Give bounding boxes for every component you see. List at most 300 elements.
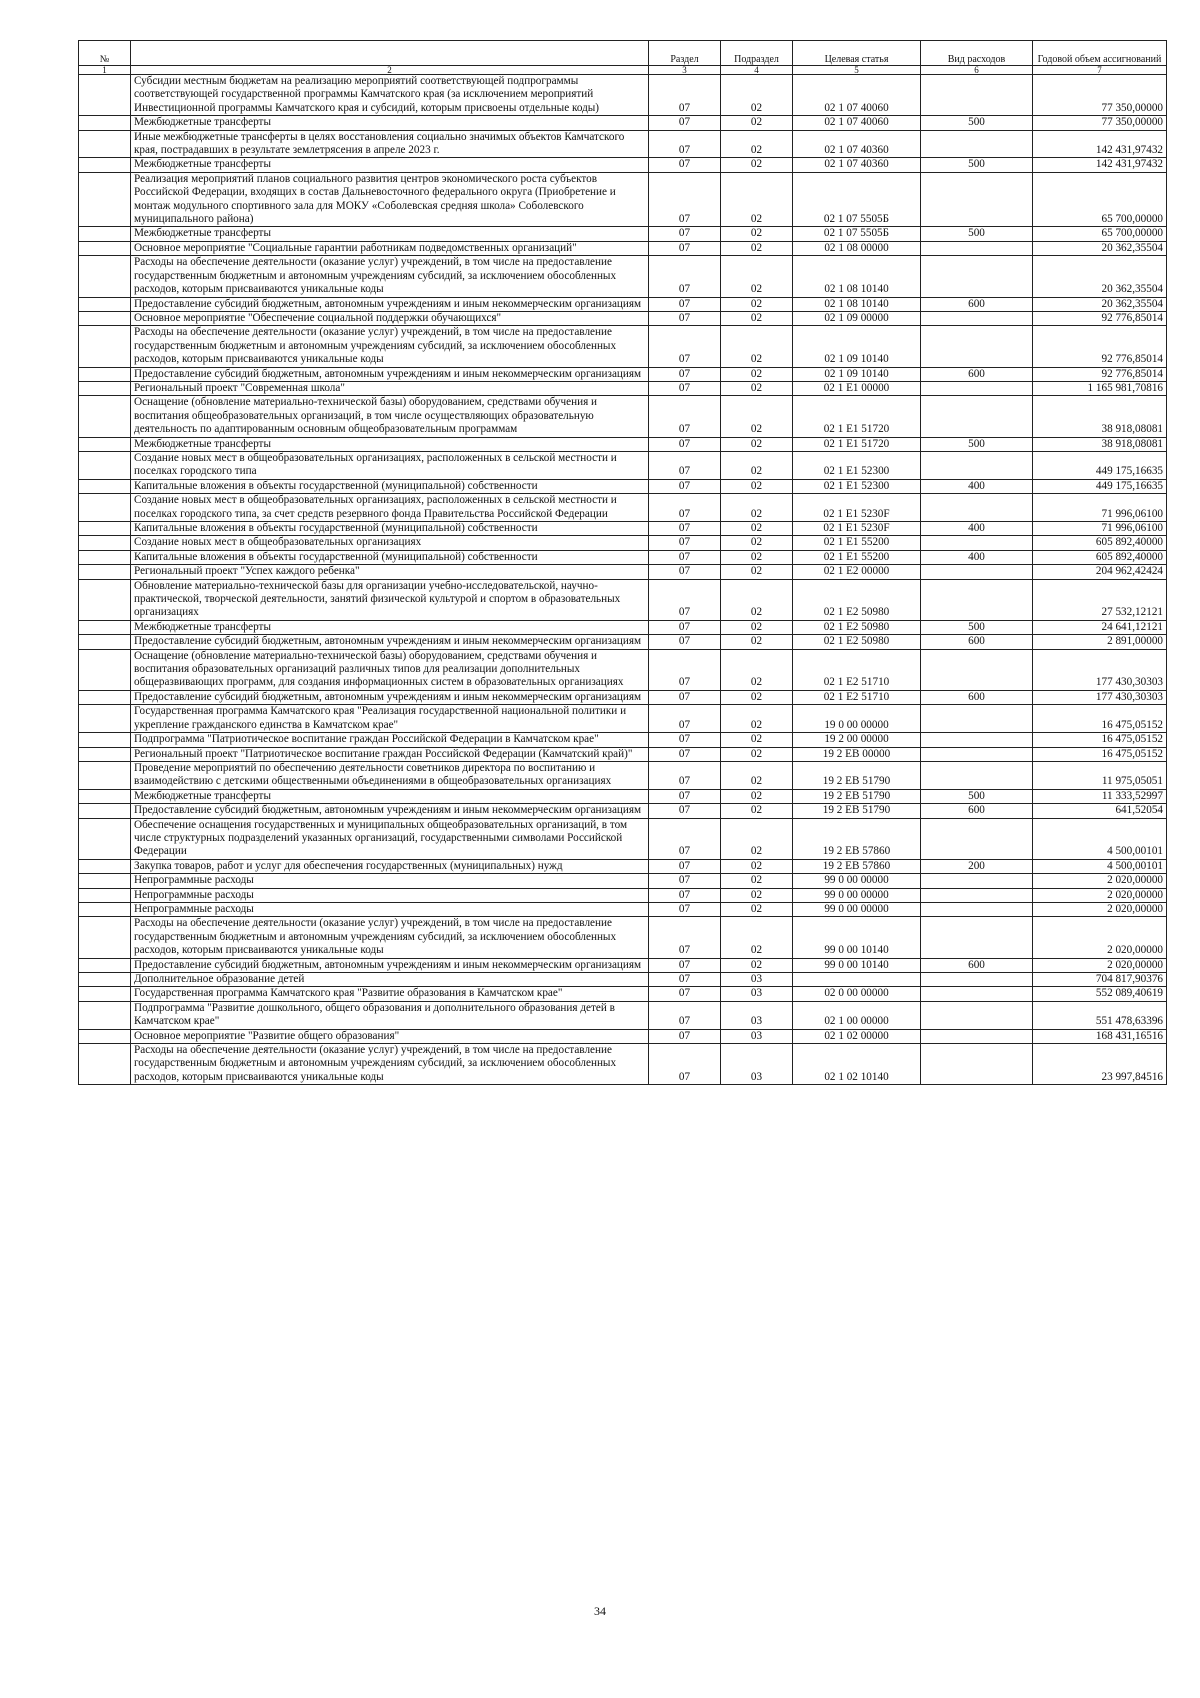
table-row (79, 130, 1167, 158)
row-subsection-cell: 02 (721, 804, 793, 818)
row-subsection-cell: 02 (721, 256, 793, 297)
row-section-cell: 07 (649, 620, 721, 634)
row-section-cell: 07 (649, 158, 721, 172)
row-target-article-cell: 02 1 E1 51720 (793, 437, 921, 451)
row-number-cell (79, 522, 131, 536)
row-expense-type-cell: 600 (921, 635, 1033, 649)
row-number-cell (79, 705, 131, 733)
row-amount-cell: 704 817,90376 (1033, 973, 1167, 987)
row-number-cell (79, 550, 131, 564)
row-amount-cell: 92 776,85014 (1033, 367, 1167, 381)
table-row (79, 649, 1167, 690)
row-subsection-cell: 02 (721, 75, 793, 116)
row-amount-cell: 177 430,30303 (1033, 690, 1167, 704)
row-amount-cell: 2 891,00000 (1033, 635, 1167, 649)
row-target-article-cell: 19 2 EB 51790 (793, 761, 921, 789)
row-subsection-cell: 02 (721, 902, 793, 916)
row-target-article-cell: 02 1 09 10140 (793, 367, 921, 381)
row-amount-cell: 4 500,00101 (1033, 859, 1167, 873)
row-section-cell: 07 (649, 227, 721, 241)
table-row (79, 859, 1167, 873)
row-name-cell: Предоставление субсидий бюджетным, автономным учреждениям и иным некоммерческим организациям (131, 367, 649, 381)
row-amount-cell: 38 918,08081 (1033, 437, 1167, 451)
table-row (79, 874, 1167, 888)
row-subsection-cell: 02 (721, 451, 793, 479)
row-section-cell: 07 (649, 494, 721, 522)
row-name-cell: Непрограммные расходы (131, 874, 649, 888)
row-subsection-cell: 02 (721, 917, 793, 958)
row-subsection-cell: 02 (721, 733, 793, 747)
row-section-cell: 07 (649, 550, 721, 564)
row-amount-cell: 16 475,05152 (1033, 705, 1167, 733)
row-number-cell (79, 804, 131, 818)
row-section-cell: 07 (649, 326, 721, 367)
row-section-cell: 07 (649, 522, 721, 536)
row-amount-cell: 20 362,35504 (1033, 297, 1167, 311)
row-subsection-cell: 02 (721, 241, 793, 255)
row-section-cell: 07 (649, 804, 721, 818)
row-amount-cell: 449 175,16635 (1033, 451, 1167, 479)
row-section-cell: 07 (649, 917, 721, 958)
row-number-cell (79, 973, 131, 987)
row-amount-cell: 65 700,00000 (1033, 227, 1167, 241)
row-target-article-cell: 19 2 EB 57860 (793, 818, 921, 859)
row-target-article-cell: 02 1 E1 5230F (793, 522, 921, 536)
row-expense-type-cell (921, 494, 1033, 522)
row-subsection-cell: 02 (721, 326, 793, 367)
row-target-article-cell: 02 1 08 00000 (793, 241, 921, 255)
row-amount-cell: 92 776,85014 (1033, 326, 1167, 367)
table-row (79, 381, 1167, 395)
header-index-2: 2 (131, 66, 649, 75)
row-section-cell: 07 (649, 958, 721, 972)
row-subsection-cell: 02 (721, 761, 793, 789)
row-expense-type-cell: 600 (921, 367, 1033, 381)
row-subsection-cell: 02 (721, 874, 793, 888)
row-expense-type-cell: 500 (921, 158, 1033, 172)
row-target-article-cell: 02 1 E1 52300 (793, 451, 921, 479)
row-subsection-cell: 02 (721, 130, 793, 158)
table-row (79, 536, 1167, 550)
row-name-cell: Реализация мероприятий планов социального развития центров экономического роста субъектов Российской Федерации, входящих в состав Дальневосточного федерального округа (Приобретение и монтаж модульного спортивного зала для МОКУ «Соболевская средняя школа» Соболевского муниципального района) (131, 172, 649, 227)
row-target-article-cell: 99 0 00 00000 (793, 888, 921, 902)
row-name-cell: Субсидии местным бюджетам на реализацию мероприятий соответствующей подпрограммы соответствующей государственной программы Камчатского края (за исключением мероприятий Инвестиционной программы Камчатского края и субсидий, которым присвоены отдельные коды) (131, 75, 649, 116)
row-name-cell: Иные межбюджетные трансферты в целях восстановления социально значимых объектов Камчатского края, пострадавших в результате землетрясения в апреле 2023 г. (131, 130, 649, 158)
row-number-cell (79, 1001, 131, 1029)
row-number-cell (79, 789, 131, 803)
row-subsection-cell: 02 (721, 635, 793, 649)
row-amount-cell: 2 020,00000 (1033, 874, 1167, 888)
row-number-cell (79, 761, 131, 789)
row-number-cell (79, 381, 131, 395)
row-target-article-cell: 02 1 08 10140 (793, 256, 921, 297)
row-number-cell (79, 241, 131, 255)
row-target-article-cell: 02 1 07 40360 (793, 130, 921, 158)
row-number-cell (79, 536, 131, 550)
row-amount-cell: 23 997,84516 (1033, 1044, 1167, 1085)
budget-table (78, 40, 1167, 1085)
row-number-cell (79, 396, 131, 437)
row-section-cell: 07 (649, 241, 721, 255)
row-subsection-cell: 03 (721, 1044, 793, 1085)
row-target-article-cell: 02 1 E1 00000 (793, 381, 921, 395)
row-number-cell (79, 1044, 131, 1085)
row-target-article-cell: 99 0 00 00000 (793, 874, 921, 888)
header-index-1: 1 (79, 66, 131, 75)
row-target-article-cell: 02 1 E2 51710 (793, 690, 921, 704)
row-expense-type-cell (921, 987, 1033, 1001)
row-number-cell (79, 859, 131, 873)
row-section-cell: 07 (649, 437, 721, 451)
row-name-cell: Региональный проект "Патриотическое воспитание граждан Российской Федерации (Камчатский край)" (131, 747, 649, 761)
row-section-cell: 07 (649, 789, 721, 803)
row-number-cell (79, 158, 131, 172)
row-subsection-cell: 02 (721, 367, 793, 381)
row-name-cell: Расходы на обеспечение деятельности (оказание услуг) учреждений, в том числе на предоставление государственным бюджетным и автономным учреждениям субсидий, за исключением обособленных расходов, которым присваиваются уникальные коды (131, 917, 649, 958)
row-section-cell: 07 (649, 888, 721, 902)
header-section: Раздел (649, 41, 721, 66)
row-number-cell (79, 1029, 131, 1043)
row-number-cell (79, 326, 131, 367)
row-section-cell: 07 (649, 536, 721, 550)
row-subsection-cell: 02 (721, 958, 793, 972)
row-amount-cell: 2 020,00000 (1033, 958, 1167, 972)
row-expense-type-cell (921, 733, 1033, 747)
row-subsection-cell: 02 (721, 818, 793, 859)
row-amount-cell: 2 020,00000 (1033, 888, 1167, 902)
row-subsection-cell: 03 (721, 987, 793, 1001)
row-name-cell: Оснащение (обновление материально-технической базы) оборудованием, средствами обучения и воспитания общеобразовательных организаций, в том числе осуществляющих образовательную деятельность по адаптированным основным общеобразовательным программам (131, 396, 649, 437)
row-subsection-cell: 02 (721, 579, 793, 620)
row-amount-cell: 552 089,40619 (1033, 987, 1167, 1001)
table-row (79, 635, 1167, 649)
row-amount-cell: 11 333,52997 (1033, 789, 1167, 803)
row-number-cell (79, 747, 131, 761)
row-section-cell: 07 (649, 902, 721, 916)
row-expense-type-cell (921, 1029, 1033, 1043)
row-number-cell (79, 818, 131, 859)
row-section-cell: 07 (649, 705, 721, 733)
row-amount-cell: 605 892,40000 (1033, 550, 1167, 564)
row-name-cell: Основное мероприятие "Развитие общего образования" (131, 1029, 649, 1043)
row-name-cell: Непрограммные расходы (131, 902, 649, 916)
row-amount-cell: 177 430,30303 (1033, 649, 1167, 690)
header-index-6: 6 (921, 66, 1033, 75)
row-target-article-cell: 19 2 EB 51790 (793, 804, 921, 818)
row-target-article-cell: 02 1 07 5505Б (793, 227, 921, 241)
row-number-cell (79, 116, 131, 130)
row-amount-cell: 605 892,40000 (1033, 536, 1167, 550)
row-expense-type-cell: 400 (921, 522, 1033, 536)
row-name-cell: Межбюджетные трансферты (131, 158, 649, 172)
row-number-cell (79, 902, 131, 916)
table-row (79, 747, 1167, 761)
table-row (79, 1029, 1167, 1043)
row-name-cell: Проведение мероприятий по обеспечению деятельности советников директора по воспитанию и взаимодействию с детскими общественными объединениями в общеобразовательных организациях (131, 761, 649, 789)
table-row (79, 550, 1167, 564)
row-target-article-cell: 02 1 E2 00000 (793, 565, 921, 579)
row-target-article-cell: 02 1 E1 51720 (793, 396, 921, 437)
table-row (79, 958, 1167, 972)
row-number-cell (79, 75, 131, 116)
row-section-cell: 07 (649, 75, 721, 116)
row-number-cell (79, 172, 131, 227)
row-section-cell: 07 (649, 874, 721, 888)
table-row (79, 367, 1167, 381)
row-amount-cell: 27 532,12121 (1033, 579, 1167, 620)
table-row (79, 1001, 1167, 1029)
row-subsection-cell: 02 (721, 536, 793, 550)
row-section-cell: 07 (649, 690, 721, 704)
row-subsection-cell: 02 (721, 522, 793, 536)
row-expense-type-cell (921, 973, 1033, 987)
row-target-article-cell: 02 1 E1 55200 (793, 550, 921, 564)
row-section-cell: 07 (649, 396, 721, 437)
row-amount-cell: 77 350,00000 (1033, 116, 1167, 130)
row-section-cell: 07 (649, 859, 721, 873)
row-target-article-cell: 19 2 EB 00000 (793, 747, 921, 761)
row-number-cell (79, 958, 131, 972)
table-row (79, 902, 1167, 916)
row-target-article-cell: 99 0 00 00000 (793, 902, 921, 916)
row-subsection-cell: 02 (721, 494, 793, 522)
row-target-article-cell: 19 2 00 00000 (793, 733, 921, 747)
row-name-cell: Капитальные вложения в объекты государственной (муниципальной) собственности (131, 550, 649, 564)
row-amount-cell: 20 362,35504 (1033, 256, 1167, 297)
row-subsection-cell: 03 (721, 1029, 793, 1043)
row-target-article-cell: 99 0 00 10140 (793, 917, 921, 958)
header-index-5: 5 (793, 66, 921, 75)
row-name-cell: Создание новых мест в общеобразовательных организациях, расположенных в сельской местности и поселках городского типа (131, 451, 649, 479)
row-name-cell: Расходы на обеспечение деятельности (оказание услуг) учреждений, в том числе на предоставление государственным бюджетным и автономным учреждениям субсидий, за исключением обособленных расходов, которым присваиваются уникальные коды (131, 1044, 649, 1085)
row-expense-type-cell: 600 (921, 804, 1033, 818)
row-section-cell: 07 (649, 761, 721, 789)
row-expense-type-cell (921, 705, 1033, 733)
table-row (79, 733, 1167, 747)
row-target-article-cell: 19 2 EB 57860 (793, 859, 921, 873)
row-number-cell (79, 130, 131, 158)
row-target-article-cell: 02 1 E2 50980 (793, 635, 921, 649)
row-name-cell: Основное мероприятие "Социальные гарантии работникам подведомственных организаций" (131, 241, 649, 255)
row-section-cell: 07 (649, 381, 721, 395)
row-amount-cell: 16 475,05152 (1033, 733, 1167, 747)
row-name-cell: Обновление материально-технической базы для организации учебно-исследовательской, научно-практической, творческой деятельности, занятий физической культурой и спортом в образовательных организациях (131, 579, 649, 620)
row-target-article-cell: 02 1 02 10140 (793, 1044, 921, 1085)
row-target-article-cell: 02 1 E1 55200 (793, 536, 921, 550)
row-expense-type-cell: 600 (921, 297, 1033, 311)
row-name-cell: Подпрограмма "Развитие дошкольного, общего образования и дополнительного образования детей в Камчатском крае" (131, 1001, 649, 1029)
row-section-cell: 07 (649, 1001, 721, 1029)
row-target-article-cell: 19 0 00 00000 (793, 705, 921, 733)
table-row (79, 761, 1167, 789)
row-section-cell: 07 (649, 635, 721, 649)
row-section-cell: 07 (649, 733, 721, 747)
row-expense-type-cell (921, 256, 1033, 297)
row-target-article-cell: 02 1 02 00000 (793, 1029, 921, 1043)
row-number-cell (79, 256, 131, 297)
row-name-cell: Предоставление субсидий бюджетным, автономным учреждениям и иным некоммерческим организациям (131, 804, 649, 818)
table-row (79, 565, 1167, 579)
row-target-article-cell: 99 0 00 10140 (793, 958, 921, 972)
row-section-cell: 07 (649, 987, 721, 1001)
row-section-cell: 07 (649, 747, 721, 761)
row-expense-type-cell (921, 381, 1033, 395)
row-subsection-cell: 02 (721, 311, 793, 325)
table-row (79, 973, 1167, 987)
row-target-article-cell (793, 973, 921, 987)
table-row (79, 396, 1167, 437)
row-subsection-cell: 02 (721, 381, 793, 395)
row-amount-cell: 142 431,97432 (1033, 130, 1167, 158)
row-name-cell: Межбюджетные трансферты (131, 116, 649, 130)
header-name (131, 41, 649, 66)
row-number-cell (79, 733, 131, 747)
row-name-cell: Региональный проект "Успех каждого ребенка" (131, 565, 649, 579)
row-expense-type-cell (921, 874, 1033, 888)
row-target-article-cell: 02 1 09 00000 (793, 311, 921, 325)
row-target-article-cell: 02 1 E1 52300 (793, 479, 921, 493)
row-number-cell (79, 987, 131, 1001)
row-number-cell (79, 917, 131, 958)
row-amount-cell: 551 478,63396 (1033, 1001, 1167, 1029)
row-amount-cell: 77 350,00000 (1033, 75, 1167, 116)
row-expense-type-cell: 500 (921, 116, 1033, 130)
row-subsection-cell: 02 (721, 227, 793, 241)
row-expense-type-cell (921, 761, 1033, 789)
row-subsection-cell: 02 (721, 437, 793, 451)
row-expense-type-cell (921, 818, 1033, 859)
row-number-cell (79, 888, 131, 902)
row-name-cell: Капитальные вложения в объекты государственной (муниципальной) собственности (131, 479, 649, 493)
row-subsection-cell: 02 (721, 158, 793, 172)
row-expense-type-cell: 500 (921, 620, 1033, 634)
table-row (79, 579, 1167, 620)
row-name-cell: Государственная программа Камчатского края "Реализация государственной национальной политики и укрепление гражданского единства в Камчатском крае" (131, 705, 649, 733)
row-section-cell: 07 (649, 130, 721, 158)
row-subsection-cell: 02 (721, 172, 793, 227)
row-amount-cell: 2 020,00000 (1033, 917, 1167, 958)
row-name-cell: Оснащение (обновление материально-технической базы) оборудованием, средствами обучения и воспитания образовательных организаций различных типов для реализации дополнительных общеразвивающих программ, для создания информационных систем в образовательных организациях (131, 649, 649, 690)
row-amount-cell: 168 431,16516 (1033, 1029, 1167, 1043)
row-expense-type-cell: 600 (921, 958, 1033, 972)
row-target-article-cell: 02 1 00 00000 (793, 1001, 921, 1029)
table-row (79, 451, 1167, 479)
budget-sheet (78, 40, 1166, 1085)
row-amount-cell: 20 362,35504 (1033, 241, 1167, 255)
row-section-cell: 07 (649, 1029, 721, 1043)
row-expense-type-cell: 400 (921, 479, 1033, 493)
header-target-article: Целевая статья (793, 41, 921, 66)
row-expense-type-cell (921, 311, 1033, 325)
table-row (79, 522, 1167, 536)
row-expense-type-cell (921, 451, 1033, 479)
row-expense-type-cell (921, 536, 1033, 550)
table-body (79, 75, 1167, 1085)
row-target-article-cell: 02 1 E2 50980 (793, 620, 921, 634)
row-number-cell (79, 437, 131, 451)
row-expense-type-cell: 500 (921, 227, 1033, 241)
row-name-cell: Расходы на обеспечение деятельности (оказание услуг) учреждений, в том числе на предоставление государственным бюджетным и автономным учреждениям субсидий, за исключением обособленных расходов, которым присваиваются уникальные коды (131, 256, 649, 297)
row-number-cell (79, 451, 131, 479)
page-number: 34 (594, 1604, 606, 1618)
row-section-cell: 07 (649, 116, 721, 130)
row-target-article-cell: 02 1 07 40060 (793, 116, 921, 130)
row-expense-type-cell (921, 241, 1033, 255)
row-number-cell (79, 635, 131, 649)
row-section-cell: 07 (649, 256, 721, 297)
row-number-cell (79, 620, 131, 634)
row-name-cell: Основное мероприятие "Обеспечение социальной поддержки обучающихся" (131, 311, 649, 325)
row-name-cell: Непрограммные расходы (131, 888, 649, 902)
row-expense-type-cell (921, 649, 1033, 690)
row-subsection-cell: 02 (721, 297, 793, 311)
row-name-cell: Межбюджетные трансферты (131, 789, 649, 803)
row-amount-cell: 2 020,00000 (1033, 902, 1167, 916)
row-expense-type-cell: 500 (921, 789, 1033, 803)
table-row (79, 297, 1167, 311)
row-subsection-cell: 02 (721, 479, 793, 493)
row-section-cell: 07 (649, 297, 721, 311)
row-section-cell: 07 (649, 1044, 721, 1085)
row-subsection-cell: 02 (721, 550, 793, 564)
table-row (79, 256, 1167, 297)
row-expense-type-cell (921, 130, 1033, 158)
table-row (79, 241, 1167, 255)
row-number-cell (79, 311, 131, 325)
table-row (79, 494, 1167, 522)
row-name-cell: Региональный проект "Современная школа" (131, 381, 649, 395)
row-section-cell: 07 (649, 172, 721, 227)
table-row (79, 479, 1167, 493)
row-name-cell: Создание новых мест в общеобразовательных организациях (131, 536, 649, 550)
row-expense-type-cell (921, 1044, 1033, 1085)
row-number-cell (79, 479, 131, 493)
row-expense-type-cell (921, 326, 1033, 367)
table-row (79, 888, 1167, 902)
header-index-4: 4 (721, 66, 793, 75)
row-subsection-cell: 03 (721, 1001, 793, 1029)
header-expense-type: Вид расходов (921, 41, 1033, 66)
row-amount-cell: 16 475,05152 (1033, 747, 1167, 761)
row-amount-cell: 65 700,00000 (1033, 172, 1167, 227)
row-expense-type-cell: 200 (921, 859, 1033, 873)
row-section-cell: 07 (649, 818, 721, 859)
row-expense-type-cell (921, 1001, 1033, 1029)
row-number-cell (79, 874, 131, 888)
row-subsection-cell: 02 (721, 620, 793, 634)
row-name-cell: Предоставление субсидий бюджетным, автономным учреждениям и иным некоммерческим организациям (131, 690, 649, 704)
row-expense-type-cell: 600 (921, 690, 1033, 704)
row-target-article-cell: 02 1 E2 50980 (793, 579, 921, 620)
row-name-cell: Создание новых мест в общеобразовательных организациях, расположенных в сельской местности и поселках городского типа, за счет средств резервного фонда Правительства Российской Федерации (131, 494, 649, 522)
header-annual-amount: Годовой объем ассигнований (1033, 41, 1167, 66)
row-target-article-cell: 02 1 07 40060 (793, 75, 921, 116)
row-expense-type-cell (921, 396, 1033, 437)
table-row (79, 116, 1167, 130)
row-expense-type-cell (921, 579, 1033, 620)
row-amount-cell: 449 175,16635 (1033, 479, 1167, 493)
row-name-cell: Дополнительное образование детей (131, 973, 649, 987)
row-section-cell: 07 (649, 451, 721, 479)
table-row (79, 705, 1167, 733)
row-name-cell: Межбюджетные трансферты (131, 437, 649, 451)
row-target-article-cell: 02 1 07 40360 (793, 158, 921, 172)
table-row (79, 789, 1167, 803)
table-row (79, 311, 1167, 325)
row-section-cell: 07 (649, 311, 721, 325)
row-expense-type-cell (921, 565, 1033, 579)
row-target-article-cell: 02 0 00 00000 (793, 987, 921, 1001)
